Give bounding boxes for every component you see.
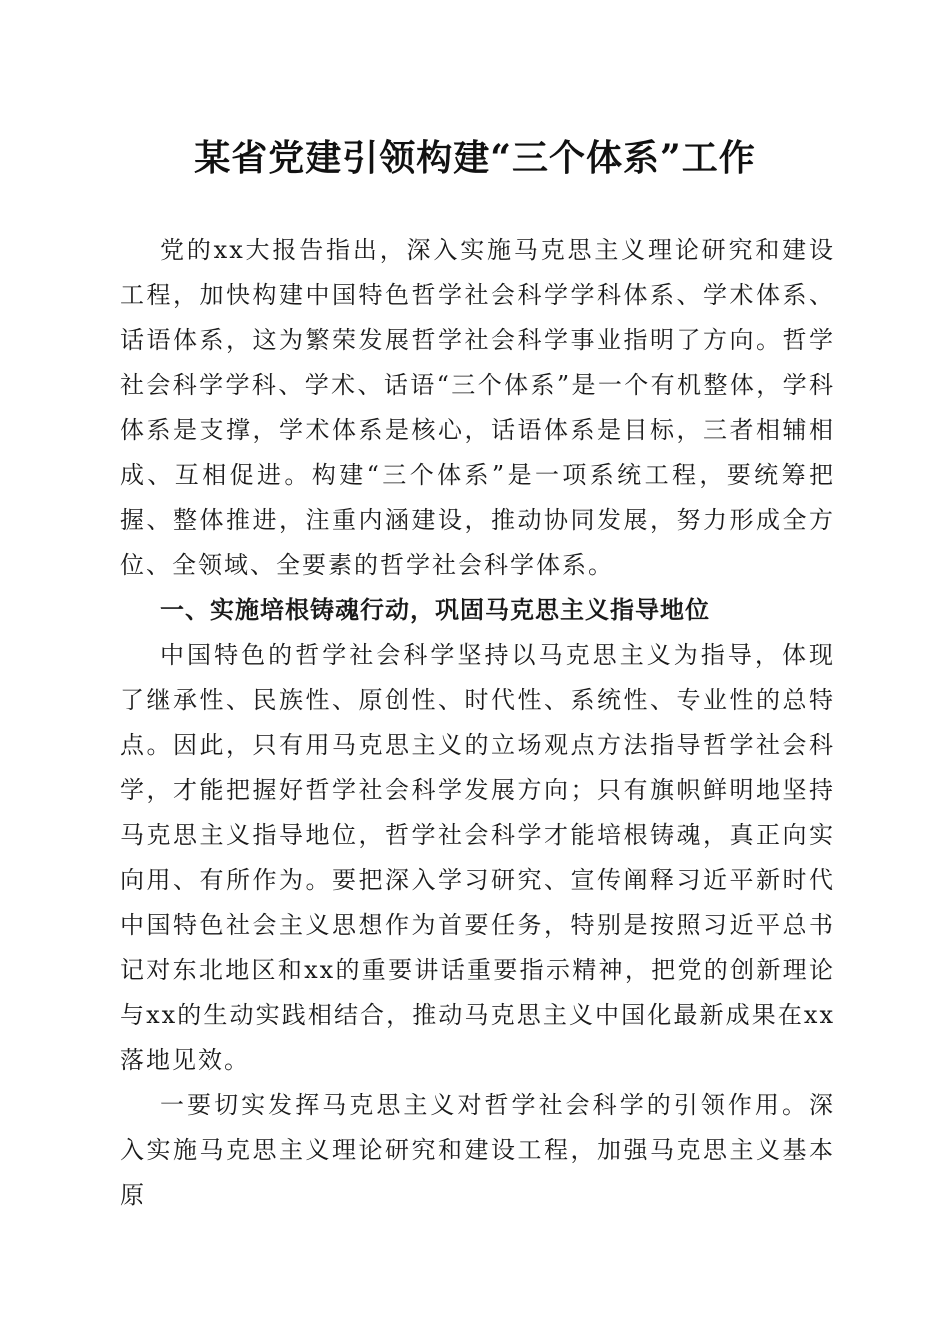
section-paragraph: 中国特色的哲学社会科学坚持以马克思主义为指导，体现了继承性、民族性、原创性、时代性、系统性、专业性的总特点。因此，只有用马克思主义的立场观点方法指导哲学社会科学，才能把握好哲学社会科学发展方向；只有旗帜鲜明地坚持马克思主义指导地位，哲学社会科学才能培根铸魂，真正向实向用、有所作为。要把深入学习研究、宣传阐释习近平新时代中国特色社会主义思想作为首要任务，特别是按照习近平总书记对东北地区和xx的重要讲话重要指示精神，把党的创新理论与xx的生动实践相结合，推动马克思主义中国化最新成果在xx落地见效。: [120, 641, 835, 1074]
document-title: 某省党建引领构建“三个体系”工作: [194, 137, 756, 179]
document-body: [120, 228, 835, 1218]
section-point-paragraph: 一要切实发挥马克思主义对哲学社会科学的引领作用。深入实施马克思主义理论研究和建设工程，加强马克思主义基本原: [120, 1091, 835, 1209]
intro-paragraph: 党的xx大报告指出，深入实施马克思主义理论研究和建设工程，加快构建中国特色哲学社会科学学科体系、学术体系、话语体系，这为繁荣发展哲学社会科学事业指明了方向。哲学社会科学学科、学术、话语“三个体系”是一个有机整体，学科体系是支撑，学术体系是核心，话语体系是目标，三者相辅相成、互相促进。构建“三个体系”是一项系统工程，要统筹把握、整体推进，注重内涵建设，推动协同发展，努力形成全方位、全领域、全要素的哲学社会科学体系。: [120, 236, 835, 579]
section-heading: 一、实施培根铸魂行动，巩固马克思主义指导地位: [160, 596, 710, 624]
